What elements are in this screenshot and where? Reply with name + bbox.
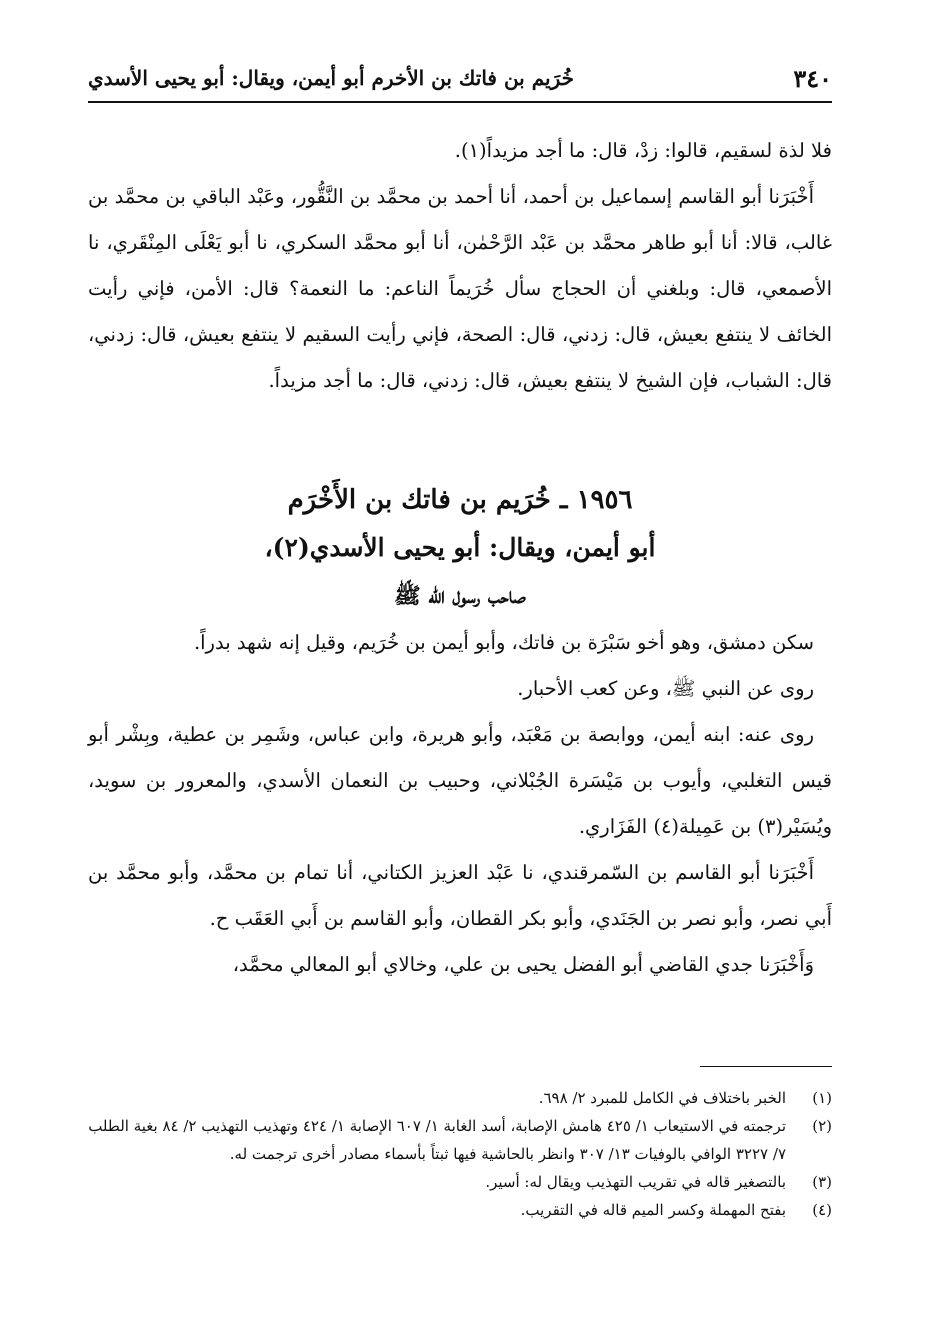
footnote-text: ترجمته في الاستيعاب ١/ ٤٢٥ هامش الإصابة، أسد الغابة ١/ ٦٠٧ الإصابة ١/ ٤٢٤ وتهذيب التهذيب ٢/ ٨٤ بغية الطلب ٧/ ٣٢٢٧ الوافي بالوفيات ١٣/ ٣٠٧ وانظر بالحاشية فيها ثبتاً بأسماء مصادر أخرى ترجمت له.	[88, 1117, 786, 1163]
body-text-bottom	[88, 620, 832, 988]
paragraph: روى عن النبي ﷺ، وعن كعب الأحبار.	[517, 677, 814, 700]
header-rule	[88, 101, 832, 103]
footnote-rule	[700, 1066, 832, 1067]
page-header	[88, 64, 832, 104]
footnote	[88, 1196, 832, 1224]
paragraph: سكن دمشق، وهو أخو سَبْرَة بن فاتك، وأبو أيمن بن خُرَيم، وقيل إنه شهد بدراً.	[193, 631, 814, 654]
paragraph: أَخْبَرَنا أبو القاسم إسماعيل بن أحمد، أنا أحمد بن محمَّد بن النَّقُّور، وعَبْد الباقي بن محمَّد بن غالب، قالا: أنا أبو طاهر محمَّد بن عَبْد الرَّحْمٰن، أنا أبو محمَّد السكري، نا أبو يَعْلَى المِنْقَري، نا الأصمعي، قال: وبلغني أن الحجاج سأل خُرَيماً الناعم: ما النعمة؟ قال: الأمن، فإني رأيت الخائف لا ينتفع بعيش، قال: زدني، قال: الصحة، فإني رأيت السقيم لا ينتفع بعيش، قال: زدني، قال: الشباب، فإن الشيخ لا ينتفع بعيش، قال: زدني، قال: ما أجد مزيداً.	[88, 185, 832, 392]
footnote-number: (٢)	[812, 1117, 832, 1135]
paragraph: فلا لذة لسقيم، قالوا: زدْ، قال: ما أجد مزيداً(١).	[454, 139, 832, 162]
entry-title: ١٩٥٦ ـ خُرَيم بن فاتك بن الأَخْرَم	[287, 485, 633, 515]
paragraph: روى عنه: ابنه أيمن، ووابصة بن مَعْبَد، وأبو هريرة، وابن عباس، وشَمِر بن عطية، وبِشْر أبو قيس التغلبي، وأيوب بن مَيْسَرة الجُبْلاني، وحبيب بن النعمان الأسدي، والمعرور بن سويد، ويُسَيْر(٣) بن عَمِيلة(٤) الفَزَاري.	[88, 723, 832, 838]
footnote-number: (٤)	[812, 1201, 832, 1219]
entry-subtitle: أبو أيمن، ويقال: أبو يحيى الأسدي(٢)،	[264, 533, 656, 562]
running-title: خُرَيم بن فاتك بن الأخرم أبو أيمن، ويقال: أبو يحيى الأسدي	[88, 66, 574, 90]
biography-heading	[88, 476, 832, 620]
footnote-text: بفتح المهملة وكسر الميم قاله في التقريب.	[520, 1201, 786, 1219]
body-text-top	[88, 128, 832, 404]
entry-epithet: صاحب رسول الله ﷺ	[394, 583, 526, 609]
footnotes	[88, 1084, 832, 1224]
footnote-number: (٣)	[812, 1173, 832, 1191]
footnote-number: (١)	[812, 1089, 832, 1107]
footnote	[88, 1168, 832, 1196]
footnote-text: الخبر باختلاف في الكامل للمبرد ٢/ ٦٩٨.	[538, 1089, 786, 1107]
paragraph: أَخْبَرَنا أبو القاسم بن السّمرقندي، نا عَبْد العزيز الكتاني، أنا تمام بن محمَّد، وأبو محمَّد بن أَبي نصر، وأبو نصر بن الجَنَدي، وأبو بكر القطان، وأبو القاسم بن أَبي العَقَب ح.	[88, 861, 832, 930]
footnote-text: بالتصغير قاله في تقريب التهذيب ويقال له: أسير.	[485, 1173, 786, 1191]
paragraph: وَأَخْبَرَنا جدي القاضي أبو الفضل يحيى بن علي، وخالاي أبو المعالي محمَّد،	[232, 953, 814, 976]
footnote	[88, 1112, 832, 1168]
footnote	[88, 1084, 832, 1112]
page-number: ٣٤٠	[793, 64, 832, 93]
